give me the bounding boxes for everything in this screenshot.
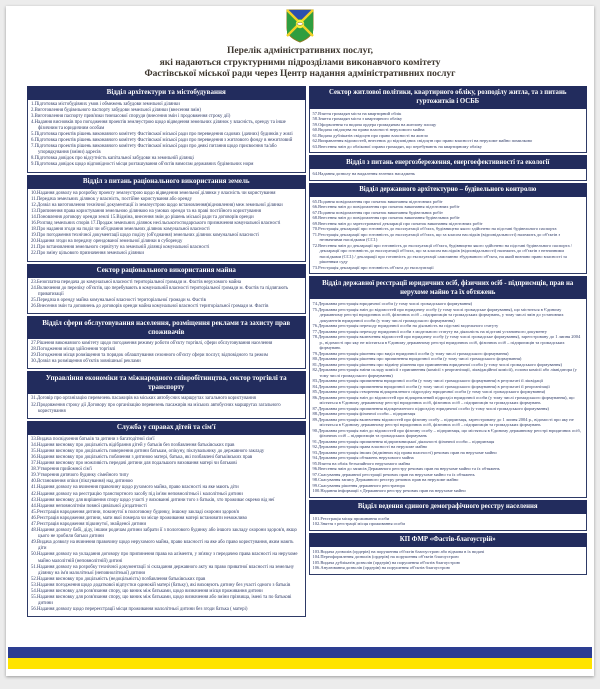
list-item: 51.Надання дозволу на розробку технічної документації зі складання державного акту на право приватної власності на земельну ділянку на ім'я малолітньої (неповнолітньої) дитини [31, 564, 295, 576]
list-item: 62.Виправлення відомостей, внесених до відповідних свідоцтв про право власності на нерухоме майно помилково [312, 138, 533, 143]
title-line-1: Перелік адміністративних послуг, [227, 46, 373, 56]
list-item: 89.Державна реєстрація включення відомостей про фізичну особу – підприємця, зареєстровану до 1 липня 2004 р., відомості про яку не містяться в Єдиному державному реєстрі юридичних осіб, фізичних осіб – підприємців та громадських формувань [312, 416, 574, 427]
list-item: 7.Підготовка проектів рішень виконавчого комітету Фастівської міської ради про деякі питання щодо присвоєння та/або упорядкування (зміни) адресів [31, 144, 277, 156]
section-separator [27, 617, 306, 619]
list-item: 86.Державна реєстрація змін до відомостей про відокремлений підрозділ юридичної особи (у тому числі громадського формування), що містяться в Єдиному державному реєстрі юридичних осіб, фізичних осіб – підприємців та громадських формувань [312, 394, 575, 405]
right-column [309, 86, 588, 577]
list-item: 29.Погодження місця розміщення та порядок облаштування сезонного об'єкту сфери послуг, відповідного та режим [31, 353, 268, 359]
list-item: 28.Погодження місця здійснення торгівлі [31, 347, 116, 353]
list-item: 22.Про зміну цільового призначення земельної ділянки [31, 251, 144, 257]
list-item: 3.Виготовлення паспорту прив'язки тимчасової споруди (внесення змін і продовження строку дії) [31, 113, 231, 119]
service-section [309, 276, 588, 498]
list-item: 48.Надання дозволу бабі, діду, іншим родичам дитини забрати її з пологового будинку або іншого закладу охорони здоров'я, якщо цього не зробили батьки дитини [31, 528, 297, 540]
list-item: 12.Дозвіл на виготовлення технічної документації із землеустрою щодо встановлення(відновлення) меж земельної ділянки [31, 202, 283, 208]
list-item: 91.Державна реєстрація припинення підприємницької діяльності фізичної особи – підприємця [312, 438, 495, 444]
list-item: 87.Державна реєстрація припинення відокремленого підрозділу юридичної особи (у тому числі громадського формування) [312, 405, 549, 411]
section-item-list [309, 547, 588, 575]
section-header: Відділ ведення єдиного демографічного реєстру населення [309, 500, 588, 514]
section-header: Відділ сфери обслуговування населення, розміщення реклами та захисту прав споживачів [27, 316, 306, 339]
list-item: 36.Надання висновку про доцільність побачення з дитиною матері, батька, які позбавлені батьківських прав [31, 454, 253, 460]
service-section [27, 421, 306, 618]
page-title [6, 46, 594, 81]
flag-stripe-blue [8, 647, 592, 658]
service-section [309, 183, 588, 275]
section-item-list [309, 299, 588, 498]
list-item: 72.Внесення змін до декларації про готовність до експлуатації об'єкта, будівництво якого здійснено на підставі будівельного паспорта / декларації про готовність до експлуатації об'єкта, що за класом наслідків (відповідальності) належить до об'єктів з незначними наслідками (СС1) / декларації про готовність до експлуатації самочинно збудованого об'єкта, на який визнано право власності за рішенням суду [312, 242, 572, 264]
section-header: Сектор житлової політики, квартирного обліку, розподілу житла, та з питань гуртожитків і ОСББ [309, 86, 588, 109]
list-item: 59.Оформлення та видача ордера громадянам на житлову площу [312, 121, 437, 127]
list-item: 49.Видача дозволу на вчинення правочину щодо нерухомого майна, право власності на яке або право користування, яким мають діти [31, 540, 294, 552]
list-item: 58.Зняття громадян міста з квартирного обліку [312, 116, 403, 121]
emblem-container [6, 6, 594, 43]
list-item: 54.Надання висновку для розв'язання спору, що виник між батьками, щодо визначення місця проживання дитини [31, 589, 263, 595]
list-item: 77.Державна реєстрація переходу юридичної особи з модельного статуту на діяльність на підставі установчого документу [312, 328, 548, 334]
flag-stripe-yellow [8, 658, 592, 669]
list-item: 46.Реєстрація народження дитини, мати якої померла чи місце проживання матері встановити неможливо [31, 515, 247, 521]
list-item: 21.Про встановлення земельного сервітуту на земельній ділянці комунальної власності [31, 245, 210, 251]
section-header: Управління економіки та міжнародного співробітництва, сектор торгівлі та транспорту [27, 371, 306, 394]
service-section [27, 175, 306, 262]
service-section [27, 371, 306, 418]
list-item: 34.Надання висновку про доцільність відібрання дітей у батьків без позбавлення батьківських прав [31, 442, 235, 448]
list-item: 96.Внесення змін до записів Державного реєстру речових прав на нерухоме майно та їх обтяжень [312, 466, 500, 471]
list-item: 8.Підготовка довідок про відсутність капітальної забудови на земельній ділянці [31, 156, 194, 162]
section-header: Відділ з питань раціонального використання земель [27, 175, 306, 189]
list-item: 95.Взяття на облік безхазяйного нерухомого майна [312, 460, 411, 466]
columns-container [6, 81, 594, 620]
list-item: 55.Надання висновку для розв'язання спору, що виник між батьками, щодо визначення або зміни прізвища, імені та по батькові дитини [31, 595, 292, 607]
list-item: 66.Внесення змін до повідомлення про початок виконання підготовчих робіт [312, 204, 460, 209]
list-item: 11.Передача земельних ділянок у власність, постійне користування або оренду [31, 196, 193, 202]
list-item: 10.Надання дозволу на розробку проекту землеустрою щодо відведення земельної ділянки у власність чи користування [31, 190, 276, 196]
list-item: 14.Поновлення договору оренди землі 15.Відміна, внесення змін до рішень міської ради та договорів оренди [31, 214, 254, 220]
section-item-list [309, 514, 588, 531]
service-section [27, 86, 306, 173]
list-item: 102.Зняття з реєстрації місця проживання особи [312, 521, 405, 526]
list-item: 67.Подання повідомлення про початок виконання будівельних робіт [312, 209, 443, 215]
service-section [27, 264, 306, 314]
list-item: 33.Видача посвідчення батьків та дитини з багатодітної сім'ї [31, 436, 155, 442]
list-item: 38.Утворення прийомної сім'ї [31, 467, 92, 473]
section-header: Відділ з питань енергозбереження, енергоефективності та екології [309, 155, 588, 169]
list-item: 103.Видача дозволів (ордерів) на порушення об'єктів благоустрою або відмова в їх видачі [312, 548, 485, 554]
list-item: 78.Державна реєстрація включення відомостей про юридичну особу (у тому числі громадське формування), зареєстровану до 1 липня 2004 р., відомості про яку не містяться в Єдиному державному реєстрі юридичних осіб, фізичних осіб – підприємців та громадських формувань [312, 334, 581, 350]
list-item: 52.Надання висновку про доцільність (недоцільність) позбавлення батьківських прав [31, 576, 206, 582]
list-item: 57.Взяття громадян міста на квартирний облік [312, 110, 402, 116]
list-item: 81.Державна реєстрація рішення про відміну рішення про припинення юридичної особи (у тому числі громадського формування) [312, 361, 562, 367]
service-section [27, 316, 306, 369]
section-item-list [27, 100, 306, 173]
list-item: 105.Видача дублікатів дозволів (ордерів) на порушення об'єктів благоустрою [312, 559, 461, 565]
list-item: 5.Підготовка проектів рішень виконавчого комітету Фастівської міської ради про переведення садових (дачних) будинків у жилі [31, 131, 293, 137]
list-item: 6.Підготовка проектів рішень виконавчого комітету Фастівської міської ради про переведення з житлового фонду в нежитловий [31, 138, 293, 144]
list-item: 20.Надання згоди на передачу орендованої земельної ділянки в суборенду [31, 239, 183, 245]
list-item: 76.Державна реєстрація переходу юридичної особи на діяльність на підставі модельного статуту [312, 323, 499, 328]
list-item: 19.Про погодження технічної документації щодо поділу (об'єднання) земельних ділянок комунальної власності [31, 233, 259, 239]
list-item: 1.Підготовка містобудівних умов і обмежень забудови земельної ділянки [31, 101, 180, 107]
section-item-list [27, 394, 306, 418]
list-item: 26.Внесення змін та доповнень до договорів оренди майна комунальної власності територіальної громади м. Фастів [31, 303, 269, 309]
section-header: КП ФМР «Фастів-благоустрій» [309, 533, 588, 547]
list-item: 50.Надання дозволу на укладання договору про припинення права на аліменти, у зв'язку з передачею права власності на нерухоме майно малолітній (неповнолітній) дитині [31, 552, 298, 564]
section-item-list [27, 189, 306, 262]
list-item: 47.Реєстрація народження підкинутої, знайденої дитини [31, 522, 147, 527]
list-item: 24.Включення до переліку об'єктів, що перебувають в комунальній власності територіальної громади м. Фастів та підлягають приватизації [31, 285, 289, 297]
list-item: 75.Державна реєстрація змін до відомостей про юридичну особу (у тому числі громадське формування), що міститься в Єдиному державному реєстрі юридичних осіб, фізичних осіб – підприємців та громадських формувань, у тому числі змін до установчих документів юридичної особи (у тому числі громадського формування) [312, 306, 564, 323]
list-item: 64.Надання дозволу на видалення зелених насаджень [312, 171, 415, 176]
list-item: 83.Державна реєстрація припинення юридичної особи (у тому числі громадського формування) в результаті її ліквідації [312, 378, 544, 383]
list-item: 73.Реєстрація декларації про готовність об'єкта до експлуатації [312, 264, 434, 270]
list-item: 42.Надання дозволу на реєстрацію транспортного засобу під ім'ям неповнолітньої і малолітньої дитини [31, 491, 243, 497]
list-item: 60.Видача свідоцтва на право власності нерухомого майна [312, 127, 425, 132]
list-item: 13.Припинення права користування земельною ділянкою на умовах оренди та на праві постійного користування [31, 208, 261, 214]
list-item: 43.Надання висновку для вирішення спору щодо участі у вихованні дитини того з батьків, хто проживає окремо від неї [31, 497, 275, 503]
list-item: 70.Реєстрація декларації про готовність до експлуатації об'єкта, будівництво якого здійснено на підставі будівельного паспорта [312, 226, 557, 231]
list-item: 35.Надання висновку про доцільність повернення дитини батькам, опікуну, піклувальнику до державного закладу [31, 448, 265, 454]
list-item: 4.Надання висновків про погодження проектів землеустрою щодо відведення земельних ділянок у власність, оренду та інше фізичним та юридичним особам [31, 119, 286, 131]
section-header: Відділ архітектури та містобудування [27, 86, 306, 100]
list-item: 25.Передача в оренду майна комунальної власності територіальної громади м. Фастів [31, 297, 206, 303]
list-item: 88.Державна реєстрація фізичної особи – підприємця [312, 411, 416, 416]
list-item: 82.Державна реєстрація зміни складу комісії з припинення (комісії з реорганізації, ліквідаційної комісії), голови комісії або ліквідатора (у тому числі громадського формування) [312, 367, 577, 378]
list-item: 61.Видача дублікатів свідоцтв про право власності на житло [312, 132, 429, 138]
list-item: 32.Продовження строку дії Договору про організацію перевезень пасажирів на міських автобусних маршрутах загального користування [31, 402, 281, 414]
list-item: 101.Реєстрація місця проживання особи [312, 515, 390, 521]
left-column [27, 86, 306, 620]
list-item: 65.Подання повідомлення про початок виконання підготовчих робіт [312, 198, 443, 204]
list-item: 45.Реєстрація народження дитини, покинутої в пологовому будинку, іншому закладі охорони здоров'я [31, 509, 239, 515]
list-item: 93.Державна реєстрація інших (відмінних від права власності) речових прав на нерухоме майно [312, 449, 497, 455]
list-item: 63.Внесення змін до облікової справи громадян, що перебувають на квартирному обліку [312, 143, 483, 149]
list-item: 31.Договір про організацію перевезень пасажирів на міських автобусних маршрутах загального користування [31, 396, 256, 402]
list-item: 97.Скасування державної реєстрації речових прав на нерухоме майно та їх обтяжень [312, 471, 475, 477]
list-item: 44.Надання неповнолітнім повної цивільної дієздатності [31, 503, 147, 509]
list-item: 71.Реєстрація декларації про готовність до експлуатації об'єкта, що за класом наслідків (відповідальності) належить до об'єктів з незначними наслідками (СС1) [312, 231, 561, 242]
list-item: 106.Анулювання дозволів (ордерів) на порушення об'єктів благоустрою [312, 565, 450, 570]
list-item: 37.Надання висновку про можливість передачі дитини для подальшого виховання матері чи батькові [31, 461, 237, 467]
list-item: 69.Внесення змін до зареєстрованої декларації про початок виконання підготовчих робіт [312, 220, 483, 226]
list-item: 100.Надання інформації з Державного реєстру речових прав на нерухоме майно [312, 488, 466, 493]
list-item: 98.Скасування запису Державного реєстру речових прав на нерухоме майно [312, 477, 459, 482]
service-section [309, 533, 588, 575]
list-item: 30.Дозвіл на розміщення об'єктів зовнішньої реклами [31, 359, 141, 365]
section-item-list [309, 169, 588, 181]
section-item-list [27, 339, 306, 369]
list-item: 85.Державна реєстрація створення відокремленого підрозділу юридичної особи (у тому числі громадського формування) [312, 389, 546, 394]
section-item-list [27, 278, 306, 314]
flag-stripes [8, 647, 592, 669]
list-item: 16.Розгляд земельних спорів 17.Продаж земельних ділянок несільськогосподарського призначення комунальної власності [31, 221, 281, 226]
list-item: 9.Підготовка довідок щодо відповідності місця розташування об'єктів вимогам державних будівельних норм [31, 162, 254, 168]
title-line-3: Фастівської міської ради через Центр надання адміністративних послуг [144, 69, 456, 79]
section-header: Служба у справах дітей та сім'ї [27, 421, 306, 435]
section-item-list [309, 109, 588, 154]
service-section [309, 155, 588, 181]
list-item: 2.Виготовлення будівельного паспорту забудови земельної ділянки (внесення змін) [31, 107, 201, 113]
list-item: 94.Державна реєстрація обтяжень нерухомого майна [312, 455, 414, 460]
service-section [309, 500, 588, 531]
section-header: Відділ державної реєстрації юридичних осіб, фізичних осіб - підприємців, прав на нерухоме майно та їх обтяжень [309, 276, 588, 299]
list-item: 27.Рішення виконавчого комітету щодо погодження режиму роботи об'єкту торгівлі, сфери обслуговування населення [31, 341, 273, 347]
service-section [309, 86, 588, 154]
list-item: 41.Надання дозволу на вчинення правочину щодо рухомого майна, право власності на яке мають діти [31, 485, 239, 491]
list-item: 23.Безоплатна передача до комунальної власності територіальної громади м. Фастів нерухомого майна [31, 279, 242, 285]
list-item: 79.Державна реєстрація рішення про виділ юридичної особи (у тому числі громадського формування) [312, 350, 509, 356]
list-item: 84.Державна реєстрація припинення юридичної особи (у тому числі громадського формування) в результаті її реорганізації [312, 383, 550, 389]
list-item: 39.Утворення дитячого будинку сімейного типу [31, 473, 129, 479]
list-item: 56.Надання дозволу щодо перереєстрації місця проживання малолітньої дитини без згоди батька ( матері) [31, 607, 248, 613]
list-item: 18.Про надання згоди на поділ чи об'єднання земельних ділянок комунальної власності [31, 227, 210, 233]
list-item: 90.Державна реєстрація змін до відомостей про фізичну особу – підприємця, що містяться в Єдиному державному реєстрі юридичних осіб, фізичних осіб – підприємців та громадських формувань [312, 427, 581, 438]
list-item: 80.Державна реєстрація рішення про припинення юридичної особи (у тому числі громадського формування) [312, 356, 522, 361]
list-item: 40.Встановлення опіки (піклування) над дитиною [31, 479, 133, 485]
fastiv-coat-of-arms-icon [286, 9, 314, 43]
list-item: 99.Скасування рішення державного реєстратора [312, 482, 405, 488]
poster-page [6, 6, 594, 676]
section-separator [309, 575, 588, 577]
section-header: Сектор раціонального використання майна [27, 264, 306, 278]
section-item-list [27, 435, 306, 618]
list-item: 104.Переоформлення дозволів (ордерів) на порушення об'єктів благоустрою [312, 554, 459, 559]
section-header: Відділ державного архітектурно – будівельного контролю [309, 183, 588, 197]
list-item: 68.Внесення змін до повідомлення про початок виконання будівельних робіт [312, 215, 460, 220]
list-item: 92.Державна реєстрація права власності на нерухоме майно [312, 444, 428, 449]
list-item: 74.Державна реєстрація юридичної особи (у тому числі громадського формування) [312, 301, 473, 306]
section-item-list [309, 197, 588, 275]
title-line-2: які надаються структурними підрозділами виконавчого комітету [159, 57, 441, 68]
list-item: 53.Надання погодження щодо додаткової відпустки одинокій матері (батьку), які виховують дитину без участі одного з батьків [31, 582, 291, 588]
